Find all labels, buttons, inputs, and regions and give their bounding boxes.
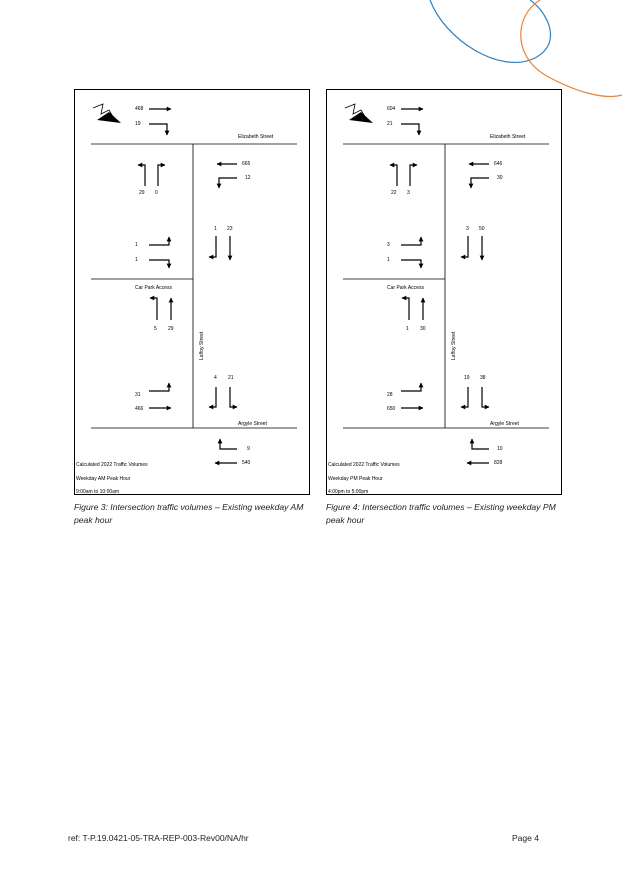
vol-bot-up: 9 [247,446,250,452]
vol-access-left: 22 [391,190,397,196]
vol-access-left: 29 [139,190,145,196]
street-bottom-label: Argyle Street [238,421,267,427]
vol-laf-bot-left: 4 [214,375,217,381]
vol-laf-top-down: 23 [227,226,233,232]
note-line-1: Calculated 2022 Traffic Volumes [76,462,148,468]
vol-arg-through: 466 [135,406,144,412]
vol-eliz-left-in: 665 [242,161,251,167]
vol-bot-left: 540 [242,460,251,466]
figure-4-caption: Figure 4: Intersection traffic volumes – Existing weekday PM peak hour [326,502,556,525]
note-line-2: Weekday AM Peak Hour [76,476,131,482]
vol-cp-left: 1 [406,326,409,332]
footer-reference: ref: T-P.19.0421-05-TRA-REP-003-Rev00/NA/hr [68,833,249,843]
vol-access-right: 3 [407,190,410,196]
vol-cp-up: 29 [168,326,174,332]
figure-am-diagram [74,89,310,495]
vol-laf-top-down: 50 [479,226,485,232]
intersection-diagram [75,90,311,496]
intersection-diagram [327,90,563,496]
vol-bot-up: 10 [497,446,503,452]
vol-top-right: 21 [387,121,393,127]
vol-cp-up: 30 [420,326,426,332]
figure-pm-diagram [326,89,562,495]
vol-cp-left: 5 [154,326,157,332]
blue-curve [430,0,551,62]
vol-laf-bot-right: 21 [228,375,234,381]
side-street-label: Laffoy Street [199,331,205,360]
vol-laf-bot-right: 38 [480,375,486,381]
orange-curve [521,0,622,96]
vol-mid-right: 1 [387,257,390,263]
north-arrow-icon [93,104,121,123]
access-label: Car Park Access [387,285,424,291]
north-arrow-icon [345,104,373,123]
street-top-label: Elizabeth Street [490,134,526,140]
vol-arg-up: 28 [387,392,393,398]
vol-eliz-left-in: 646 [494,161,503,167]
vol-top-through: 468 [135,106,144,112]
vol-mid-right: 1 [135,257,138,263]
vol-top-right: 19 [135,121,141,127]
vol-laf-top-left: 1 [214,226,217,232]
note-line-2: Weekday PM Peak Hour [328,476,383,482]
street-bottom-label: Argyle Street [490,421,519,427]
vol-arg-through: 650 [387,406,396,412]
vol-arg-up: 31 [135,392,141,398]
vol-eliz-left-turn: 12 [245,175,251,181]
note-line-3: 4:00pm to 5:00pm [328,489,369,495]
access-label: Car Park Access [135,285,172,291]
vol-mid-through: 1 [135,242,138,248]
vol-mid-through: 3 [387,242,390,248]
side-street-label: Laffoy Street [451,331,457,360]
vol-bot-left: 828 [494,460,503,466]
page-number: Page 4 [512,833,539,843]
vol-laf-bot-left: 19 [464,375,470,381]
vol-access-right: 0 [155,190,158,196]
note-line-1: Calculated 2022 Traffic Volumes [328,462,400,468]
note-line-3: 9:00am to 10:00am [76,489,120,495]
vol-eliz-left-turn: 30 [497,175,503,181]
figure-3-caption: Figure 3: Intersection traffic volumes – Existing weekday AM peak hour [74,502,304,525]
vol-top-through: 604 [387,106,396,112]
vol-laf-top-left: 3 [466,226,469,232]
street-top-label: Elizabeth Street [238,134,274,140]
